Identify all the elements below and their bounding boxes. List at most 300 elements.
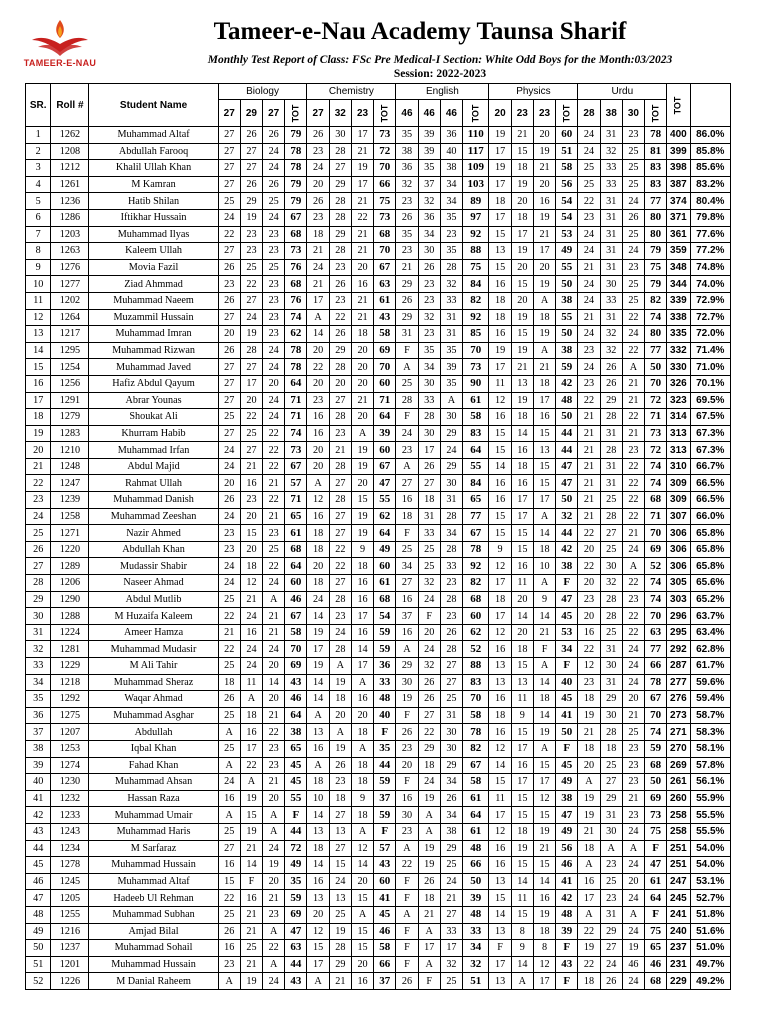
table-row bbox=[26, 857, 731, 874]
subject-total-cell: 53 bbox=[556, 624, 578, 641]
percentage-cell: 66.5% bbox=[690, 492, 730, 509]
roll-cell: 1236 bbox=[51, 193, 89, 210]
mark-cell: 17 bbox=[307, 956, 329, 973]
mark-cell: 31 bbox=[600, 641, 622, 658]
mark-cell: 24 bbox=[263, 143, 285, 160]
mark-cell: 27 bbox=[440, 906, 462, 923]
subject-total-cell: 38 bbox=[556, 292, 578, 309]
table-row bbox=[26, 840, 731, 857]
subject-total-cell: 50 bbox=[556, 326, 578, 343]
percentage-cell: 65.8% bbox=[690, 525, 730, 542]
name-header: Student Name bbox=[89, 84, 218, 127]
roll-cell: 1289 bbox=[51, 558, 89, 575]
subject-total-cell: 72 bbox=[285, 840, 307, 857]
mark-cell: A bbox=[307, 757, 329, 774]
mark-cell: 21 bbox=[533, 160, 555, 177]
mark-cell: 16 bbox=[511, 442, 533, 459]
roll-cell: 1291 bbox=[51, 392, 89, 409]
subject-total-cell: 67 bbox=[285, 608, 307, 625]
mark-cell: 30 bbox=[600, 276, 622, 293]
roll-cell: 1256 bbox=[51, 375, 89, 392]
mark-cell: 13 bbox=[329, 890, 351, 907]
table-row bbox=[26, 790, 731, 807]
mark-cell: 20 bbox=[578, 608, 600, 625]
subject-total-cell: 43 bbox=[285, 973, 307, 990]
mark-cell: 23 bbox=[263, 243, 285, 260]
mark-cell: 20 bbox=[351, 375, 373, 392]
grand-total-cell: 359 bbox=[667, 243, 690, 260]
percentage-cell: 86.0% bbox=[690, 127, 730, 144]
mark-cell: 31 bbox=[600, 226, 622, 243]
percentage-cell: 72.0% bbox=[690, 326, 730, 343]
header-row-subjects bbox=[26, 84, 731, 100]
mark-cell: 23 bbox=[622, 774, 644, 791]
mark-cell: 24 bbox=[263, 209, 285, 226]
subject-total-cell: 80 bbox=[645, 326, 667, 343]
mark-cell: 27 bbox=[600, 525, 622, 542]
mark-cell: 27 bbox=[218, 160, 240, 177]
mark-cell: 25 bbox=[240, 940, 262, 957]
percentage-cell: 74.0% bbox=[690, 276, 730, 293]
subject-total-cell: 89 bbox=[463, 193, 489, 210]
mark-cell: 19 bbox=[307, 624, 329, 641]
table-row bbox=[26, 823, 731, 840]
subject-total-cell: 60 bbox=[374, 442, 396, 459]
mark-cell: 25 bbox=[622, 160, 644, 177]
subject-total-cell: 68 bbox=[645, 973, 667, 990]
student-name-cell: Muhammad Sheraz bbox=[89, 674, 218, 691]
mark-cell: 21 bbox=[533, 624, 555, 641]
subject-total-label: TOT bbox=[379, 104, 390, 122]
mark-cell: 20 bbox=[351, 259, 373, 276]
mark-cell: 30 bbox=[440, 409, 462, 426]
table-row bbox=[26, 309, 731, 326]
mark-cell: 24 bbox=[440, 873, 462, 890]
subject-total-cell: 55 bbox=[374, 492, 396, 509]
mark-cell: 16 bbox=[533, 409, 555, 426]
percentage-cell: 77.6% bbox=[690, 226, 730, 243]
grand-total-cell: 241 bbox=[667, 906, 690, 923]
mark-cell: 18 bbox=[533, 309, 555, 326]
sr-cell: 5 bbox=[26, 193, 51, 210]
mark-cell: 19 bbox=[240, 823, 262, 840]
mark-cell: 18 bbox=[511, 209, 533, 226]
mark-cell: 22 bbox=[218, 226, 240, 243]
mark-cell: 11 bbox=[489, 375, 511, 392]
mark-cell: 23 bbox=[263, 326, 285, 343]
table-row bbox=[26, 292, 731, 309]
mark-cell: 21 bbox=[351, 292, 373, 309]
student-name-cell: Muhammad Asghar bbox=[89, 707, 218, 724]
sr-cell: 9 bbox=[26, 259, 51, 276]
subject-total-cell: 34 bbox=[463, 940, 489, 957]
mark-cell: 16 bbox=[351, 691, 373, 708]
mark-cell: 24 bbox=[622, 326, 644, 343]
mark-cell: 18 bbox=[533, 375, 555, 392]
subject-total-cell: 80 bbox=[645, 226, 667, 243]
mark-cell: 21 bbox=[578, 724, 600, 741]
mark-cell: 20 bbox=[351, 475, 373, 492]
mark-cell: 15 bbox=[511, 276, 533, 293]
student-name-cell: Muhammad Irfan bbox=[89, 442, 218, 459]
mark-cell: 24 bbox=[263, 392, 285, 409]
mark-cell: 22 bbox=[578, 392, 600, 409]
mark-cell: 22 bbox=[622, 475, 644, 492]
subject-total-cell: 50 bbox=[645, 359, 667, 376]
mark-cell: 15 bbox=[240, 807, 262, 824]
student-name-cell: Movia Fazil bbox=[89, 259, 218, 276]
mark-cell: F bbox=[396, 774, 418, 791]
mark-cell: 19 bbox=[489, 160, 511, 177]
mark-cell: 21 bbox=[351, 193, 373, 210]
subject-header: English bbox=[396, 84, 489, 100]
subject-total-cell: 67 bbox=[374, 458, 396, 475]
mark-cell: 36 bbox=[440, 127, 462, 144]
mark-cell: 25 bbox=[622, 724, 644, 741]
mark-cell: 18 bbox=[533, 923, 555, 940]
percentage-cell: 55.5% bbox=[690, 807, 730, 824]
subject-total-cell: 74 bbox=[645, 575, 667, 592]
mark-cell: A bbox=[396, 458, 418, 475]
mark-cell: 23 bbox=[622, 442, 644, 459]
mark-cell: 13 bbox=[307, 890, 329, 907]
mark-cell: 31 bbox=[600, 209, 622, 226]
subject-total-cell: 67 bbox=[285, 458, 307, 475]
mark-cell: 12 bbox=[489, 740, 511, 757]
grand-total-cell: 261 bbox=[667, 774, 690, 791]
subject-total-cell: 81 bbox=[645, 143, 667, 160]
mark-cell: 23 bbox=[240, 492, 262, 509]
mark-cell: 22 bbox=[622, 492, 644, 509]
mark-cell: 20 bbox=[307, 558, 329, 575]
subject-total-cell: 103 bbox=[463, 176, 489, 193]
mark-cell: 17 bbox=[418, 940, 440, 957]
table-row bbox=[26, 608, 731, 625]
mark-cell: 29 bbox=[440, 425, 462, 442]
roll-cell: 1229 bbox=[51, 658, 89, 675]
mark-cell: 15 bbox=[511, 658, 533, 675]
mark-cell: 28 bbox=[329, 143, 351, 160]
subject-total-cell: 50 bbox=[556, 492, 578, 509]
mark-cell: 22 bbox=[263, 425, 285, 442]
mark-cell: 24 bbox=[240, 608, 262, 625]
subject-total-cell: F bbox=[374, 724, 396, 741]
mark-cell: 16 bbox=[489, 409, 511, 426]
grand-total-cell: 344 bbox=[667, 276, 690, 293]
subject-total-cell: 77 bbox=[645, 641, 667, 658]
mark-cell: 21 bbox=[263, 508, 285, 525]
subject-total-cell: 70 bbox=[374, 359, 396, 376]
mark-cell: 21 bbox=[533, 359, 555, 376]
subject-total-cell: 74 bbox=[645, 724, 667, 741]
table-row bbox=[26, 757, 731, 774]
sr-cell: 7 bbox=[26, 226, 51, 243]
mark-cell: 19 bbox=[418, 857, 440, 874]
mark-cell: 17 bbox=[351, 176, 373, 193]
mark-cell: 29 bbox=[329, 176, 351, 193]
mark-cell: 19 bbox=[533, 276, 555, 293]
mark-cell: 17 bbox=[418, 442, 440, 459]
table-header bbox=[26, 84, 731, 127]
mark-cell: 25 bbox=[578, 160, 600, 177]
mark-cell: 15 bbox=[489, 226, 511, 243]
percentage-cell: 55.5% bbox=[690, 823, 730, 840]
mark-cell: 26 bbox=[329, 757, 351, 774]
mark-cell: 27 bbox=[600, 940, 622, 957]
subject-total-cell: 117 bbox=[463, 143, 489, 160]
subject-total-cell: 83 bbox=[645, 160, 667, 177]
mark-cell: A bbox=[351, 425, 373, 442]
mark-cell: 24 bbox=[329, 624, 351, 641]
mark-cell: 29 bbox=[440, 757, 462, 774]
table-row bbox=[26, 591, 731, 608]
mark-cell: 27 bbox=[218, 243, 240, 260]
student-name-cell: Muzammil Hussain bbox=[89, 309, 218, 326]
mark-cell: 28 bbox=[440, 541, 462, 558]
mark-cell: 12 bbox=[533, 956, 555, 973]
mark-cell: 34 bbox=[418, 359, 440, 376]
mark-cell: 22 bbox=[218, 641, 240, 658]
subject-total-cell: F bbox=[374, 823, 396, 840]
subject-total-cell: 70 bbox=[285, 641, 307, 658]
mark-cell: A bbox=[351, 906, 373, 923]
mark-cell: 27 bbox=[418, 707, 440, 724]
mark-cell: 23 bbox=[218, 525, 240, 542]
percentage-cell: 49.2% bbox=[690, 973, 730, 990]
mark-cell: 16 bbox=[533, 193, 555, 210]
mark-cell: 16 bbox=[396, 790, 418, 807]
subject-total-header bbox=[374, 100, 396, 127]
mark-cell: 19 bbox=[533, 209, 555, 226]
subject-total-cell: 65 bbox=[463, 492, 489, 509]
mark-cell: 22 bbox=[622, 624, 644, 641]
student-name-cell: Abdullah Farooq bbox=[89, 143, 218, 160]
mark-cell: 15 bbox=[533, 425, 555, 442]
mark-cell: 12 bbox=[489, 558, 511, 575]
mark-cell: 18 bbox=[240, 558, 262, 575]
subject-header: Chemistry bbox=[307, 84, 396, 100]
subject-total-cell: 47 bbox=[556, 807, 578, 824]
mark-cell: 25 bbox=[263, 259, 285, 276]
table-row bbox=[26, 774, 731, 791]
subject-total-cell: 83 bbox=[463, 425, 489, 442]
grand-total-cell: 245 bbox=[667, 890, 690, 907]
mark-cell: 13 bbox=[489, 658, 511, 675]
mark-cell: A bbox=[578, 774, 600, 791]
mark-cell: 25 bbox=[418, 558, 440, 575]
mark-cell: 24 bbox=[622, 973, 644, 990]
subject-total-cell: 44 bbox=[285, 823, 307, 840]
subject-total-cell: 37 bbox=[374, 790, 396, 807]
grand-total-cell: 361 bbox=[667, 226, 690, 243]
mark-cell: 16 bbox=[489, 724, 511, 741]
mark-cell: 35 bbox=[440, 209, 462, 226]
mark-cell: 28 bbox=[600, 724, 622, 741]
mark-cell: 18 bbox=[351, 807, 373, 824]
mark-cell: 14 bbox=[489, 757, 511, 774]
mark-cell: 22 bbox=[240, 757, 262, 774]
mark-cell: 22 bbox=[263, 492, 285, 509]
subject-total-cell: 73 bbox=[463, 359, 489, 376]
mark-cell: 24 bbox=[263, 973, 285, 990]
mark-cell: 15 bbox=[511, 857, 533, 874]
mark-cell: 21 bbox=[578, 508, 600, 525]
mark-cell: 21 bbox=[418, 906, 440, 923]
subject-total-cell: 64 bbox=[285, 558, 307, 575]
subject-total-cell: 58 bbox=[463, 707, 489, 724]
mark-cell: 30 bbox=[418, 375, 440, 392]
mark-cell: 35 bbox=[418, 342, 440, 359]
mark-cell: 17 bbox=[351, 658, 373, 675]
subject-total-cell: 64 bbox=[463, 442, 489, 459]
roll-cell: 1254 bbox=[51, 359, 89, 376]
mark-cell: 24 bbox=[218, 558, 240, 575]
student-name-cell: Abdul Mutlib bbox=[89, 591, 218, 608]
mark-cell: 33 bbox=[440, 558, 462, 575]
mark-cell: 32 bbox=[396, 176, 418, 193]
subject-total-cell: 54 bbox=[556, 209, 578, 226]
subject-total-cell: 76 bbox=[285, 259, 307, 276]
mark-cell: 24 bbox=[622, 823, 644, 840]
mark-cell: 17 bbox=[533, 392, 555, 409]
roll-cell: 1275 bbox=[51, 707, 89, 724]
mark-cell: 29 bbox=[240, 193, 262, 210]
mark-cell: 25 bbox=[218, 591, 240, 608]
mark-cell: 26 bbox=[218, 923, 240, 940]
mark-cell: 28 bbox=[440, 508, 462, 525]
mark-cell: 17 bbox=[489, 807, 511, 824]
mark-cell: 20 bbox=[218, 326, 240, 343]
mark-cell: A bbox=[418, 823, 440, 840]
mark-cell: 21 bbox=[578, 492, 600, 509]
table-row bbox=[26, 326, 731, 343]
grand-total-cell: 330 bbox=[667, 359, 690, 376]
mark-cell: 24 bbox=[578, 127, 600, 144]
mark-cell: 19 bbox=[351, 508, 373, 525]
mark-cell: 33 bbox=[440, 923, 462, 940]
roll-cell: 1216 bbox=[51, 923, 89, 940]
mark-cell: 19 bbox=[578, 707, 600, 724]
mark-cell: A bbox=[263, 591, 285, 608]
percentage-cell: 71.4% bbox=[690, 342, 730, 359]
mark-cell: 16 bbox=[489, 492, 511, 509]
mark-cell: 20 bbox=[307, 442, 329, 459]
mark-cell: 22 bbox=[240, 409, 262, 426]
mark-cell: 27 bbox=[329, 840, 351, 857]
mark-cell: 30 bbox=[440, 475, 462, 492]
mark-cell: 12 bbox=[489, 624, 511, 641]
subject-total-cell: 65 bbox=[285, 740, 307, 757]
subject-total-cell: 74 bbox=[285, 425, 307, 442]
mark-cell: 33 bbox=[600, 160, 622, 177]
mark-cell: 35 bbox=[440, 342, 462, 359]
mark-cell: F bbox=[396, 409, 418, 426]
grand-total-cell: 309 bbox=[667, 475, 690, 492]
subject-total-cell: 61 bbox=[285, 525, 307, 542]
mark-cell: 25 bbox=[600, 541, 622, 558]
subject-total-cell: 45 bbox=[285, 774, 307, 791]
roll-cell: 1277 bbox=[51, 276, 89, 293]
mark-cell: 18 bbox=[600, 740, 622, 757]
mark-cell: 23 bbox=[440, 226, 462, 243]
mark-cell: 27 bbox=[440, 658, 462, 675]
table-row bbox=[26, 475, 731, 492]
subject-total-cell: 44 bbox=[556, 525, 578, 542]
mark-cell: 27 bbox=[240, 143, 262, 160]
sr-cell: 40 bbox=[26, 774, 51, 791]
subject-total-cell: 80 bbox=[645, 209, 667, 226]
mark-cell: 17 bbox=[240, 740, 262, 757]
mark-cell: 27 bbox=[418, 475, 440, 492]
mark-cell: 30 bbox=[396, 674, 418, 691]
mark-cell: 28 bbox=[329, 359, 351, 376]
mark-cell: 27 bbox=[218, 425, 240, 442]
mark-cell: 27 bbox=[329, 392, 351, 409]
mark-cell: A bbox=[218, 807, 240, 824]
subject-total-cell: 59 bbox=[374, 641, 396, 658]
mark-cell: 21 bbox=[578, 259, 600, 276]
mark-cell: 20 bbox=[351, 956, 373, 973]
sr-cell: 10 bbox=[26, 276, 51, 293]
subject-total-cell: 53 bbox=[556, 226, 578, 243]
mark-cell: 30 bbox=[418, 425, 440, 442]
mark-cell: 23 bbox=[578, 674, 600, 691]
mark-cell: 24 bbox=[622, 658, 644, 675]
subject-total-cell: 78 bbox=[285, 342, 307, 359]
mark-cell: 33 bbox=[418, 525, 440, 542]
roll-cell: 1233 bbox=[51, 807, 89, 824]
sr-cell: 29 bbox=[26, 591, 51, 608]
mark-cell: 22 bbox=[263, 940, 285, 957]
grand-total-cell: 398 bbox=[667, 160, 690, 177]
mark-cell: 26 bbox=[622, 209, 644, 226]
table-row bbox=[26, 392, 731, 409]
subject-total-cell: 48 bbox=[556, 906, 578, 923]
subject-total-cell: 69 bbox=[285, 658, 307, 675]
mark-cell: 16 bbox=[307, 873, 329, 890]
mark-cell: A bbox=[622, 359, 644, 376]
mark-cell: 17 bbox=[533, 774, 555, 791]
mark-cell: 31 bbox=[440, 326, 462, 343]
mark-cell: 21 bbox=[533, 226, 555, 243]
mark-cell: 19 bbox=[511, 840, 533, 857]
mark-cell: 18 bbox=[418, 890, 440, 907]
mark-cell: 21 bbox=[218, 624, 240, 641]
sr-cell: 26 bbox=[26, 541, 51, 558]
mark-cell: F bbox=[396, 940, 418, 957]
student-name-cell: Iqbal Khan bbox=[89, 740, 218, 757]
mark-cell: 23 bbox=[218, 956, 240, 973]
subject-total-cell: 62 bbox=[285, 326, 307, 343]
table-row bbox=[26, 226, 731, 243]
mark-cell: A bbox=[622, 558, 644, 575]
subject-total-cell: 74 bbox=[285, 309, 307, 326]
mark-cell: A bbox=[622, 840, 644, 857]
mark-cell: 15 bbox=[489, 774, 511, 791]
subject-total-cell: 67 bbox=[645, 691, 667, 708]
mark-cell: 13 bbox=[489, 973, 511, 990]
mark-cell: 25 bbox=[218, 823, 240, 840]
subject-total-cell: 63 bbox=[374, 276, 396, 293]
mark-cell: 34 bbox=[396, 558, 418, 575]
mark-cell: 21 bbox=[578, 425, 600, 442]
mark-cell: 28 bbox=[329, 193, 351, 210]
roll-cell: 1292 bbox=[51, 691, 89, 708]
mark-cell: 13 bbox=[511, 674, 533, 691]
subject-total-cell: 56 bbox=[556, 176, 578, 193]
sr-cell: 15 bbox=[26, 359, 51, 376]
mark-cell: 46 bbox=[622, 956, 644, 973]
